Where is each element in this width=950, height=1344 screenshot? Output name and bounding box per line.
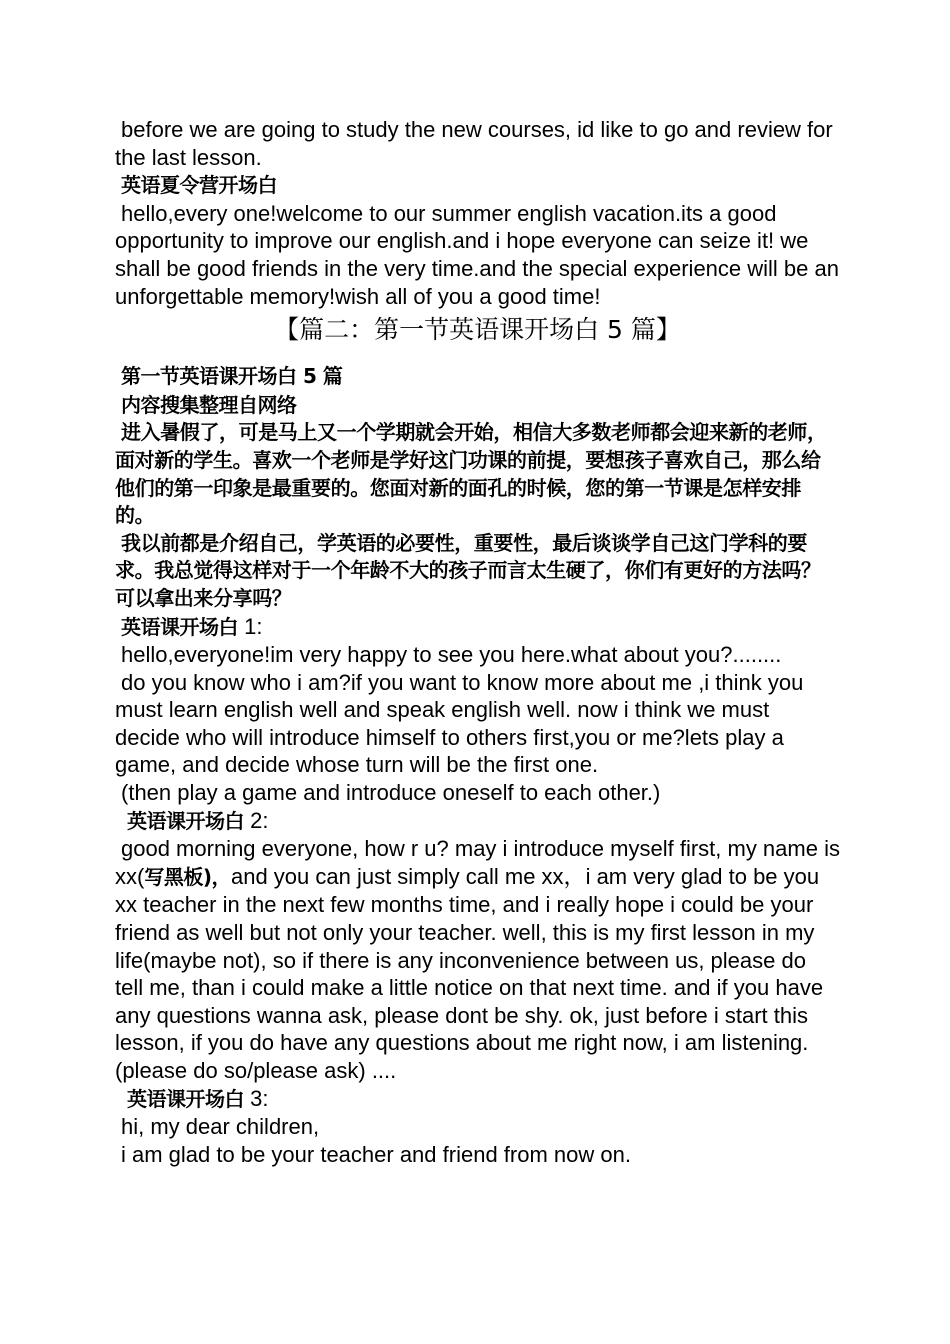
heading-opening-1-label: 英语课开场白 bbox=[121, 614, 238, 639]
opening-2-part-d: and you can just simply call me xx， bbox=[230, 863, 586, 889]
opening-2-part-a: good morning everyone, how r u? may i introduce myself first, my name is xx( bbox=[115, 836, 840, 889]
heading-opening-2-num: 2: bbox=[244, 807, 269, 833]
opening-2-part-e: i am very glad to be you xx teacher in the next few months time, and i really hope i could be your friend as well but not only your teacher. well, this is my first lesson in my life(maybe not), so if there is any inconvenience between us, please do tell me, than i could make a little notice on that next time. and if you have any questions wanna ask, please dont be shy. ok, just before i start this lesson, if you do have any questions about me right now, i am listening.(please do so/please ask) .... bbox=[115, 863, 824, 1083]
paragraph-opening-3a: hi, my dear children, bbox=[121, 1114, 320, 1140]
heading-source-text: 内容搜集整理自网络 bbox=[121, 392, 297, 417]
heading-opening-3 bbox=[115, 1085, 840, 1114]
paragraph-previous-method: 我以前都是介绍自己，学英语的必要性，重要性，最后谈谈学自己这门学科的要求。我总觉得这样对于一个年龄不大的孩子而言太生硬了，你们有更好的方法吗？ 可以拿出来分享吗？ bbox=[115, 530, 821, 610]
paragraph-opening-1a: hello,everyone!im very happy to see you here.what about you?........ bbox=[121, 642, 782, 668]
heading-opening-3-label: 英语课开场白 bbox=[127, 1086, 244, 1111]
heading-first-lesson-text: 第一节英语课开场白 5 篇 bbox=[121, 364, 343, 389]
heading-opening-3-num: 3: bbox=[244, 1085, 269, 1111]
heading-opening-1 bbox=[115, 613, 840, 642]
heading-source bbox=[115, 391, 840, 420]
paragraph-opening-2 bbox=[115, 835, 840, 1084]
paragraph-opening-1c: (then play a game and introduce oneself to each other.) bbox=[121, 780, 661, 806]
opening-2-punct-1: )， bbox=[202, 864, 231, 889]
heading-opening-2 bbox=[115, 807, 840, 836]
paragraph-review: before we are going to study the new courses, id like to go and review for the last lesson. bbox=[115, 117, 833, 170]
section-title: 【篇二：第一节英语课开场白 5 篇】 bbox=[274, 315, 681, 345]
heading-summer-camp bbox=[115, 171, 840, 200]
heading-first-lesson bbox=[115, 362, 840, 391]
heading-opening-1-num: 1: bbox=[238, 613, 263, 639]
paragraph-opening-3b: i am glad to be your teacher and friend from now on. bbox=[121, 1141, 631, 1167]
paragraph-summer-intro: 进入暑假了，可是马上又一个学期就会开始，相信大多数老师都会迎来新的老师，面对新的学生。喜欢一个老师是学好这门功课的前提，要想孩子喜欢自己，那么给他们的第一印象是最重要的。您面对新的面孔的时候，您的第一节课是怎样安排的。 bbox=[115, 420, 827, 528]
opening-2-blackboard: 写黑板 bbox=[144, 864, 203, 889]
heading-summer-camp-text: 英语夏令营开场白 bbox=[121, 173, 277, 198]
document-page bbox=[115, 116, 840, 1168]
paragraph-summer-camp: hello,every one!welcome to our summer english vacation.its a good opportunity to improve our english.and i hope everyone can seize it! we shall be good friends in the very time.and the special experience will be an unforgettable memory!wish all of you a good time! bbox=[115, 200, 839, 309]
paragraph-opening-1b: do you know who i am?if you want to know more about me ,i think you must learn english well and speak english well. now i think we must decide who will introduce himself to others first,you or me?lets play a game, and decide whose turn will be the first one. bbox=[115, 669, 804, 778]
heading-opening-2-label: 英语课开场白 bbox=[127, 808, 244, 833]
